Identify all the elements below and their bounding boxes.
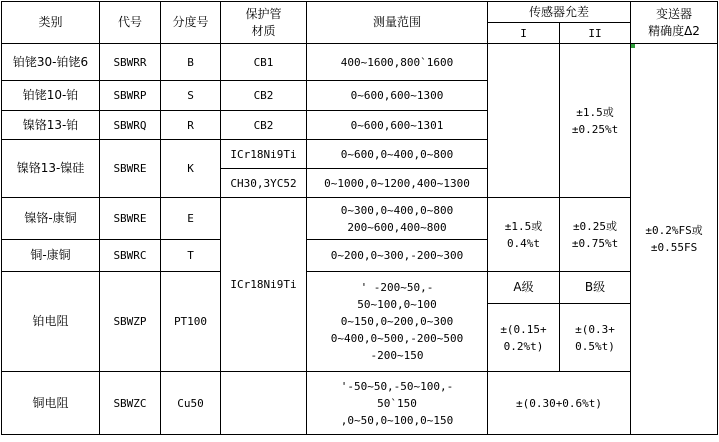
header-range: 测量范围 xyxy=(307,2,488,44)
range-cell: 0~200,0~300,-200~300 xyxy=(307,240,488,272)
header-sensor-tolerance: 传感器允差 xyxy=(488,2,631,23)
header-transmitter-accuracy xyxy=(631,2,718,44)
sheath-cell: CH30,3YC52 xyxy=(221,169,307,198)
header-sheath-line1: 保护管 xyxy=(245,6,282,21)
grade-a-label: A级 xyxy=(488,272,560,304)
code-cell: SBWRQ xyxy=(100,111,161,140)
range-line: 0~150,0~200,0~300 xyxy=(340,315,454,328)
header-graduation: 分度号 xyxy=(161,2,221,44)
range-cell xyxy=(307,372,488,435)
range-cell xyxy=(307,272,488,372)
transmitter-line1: ±0.2%FS或 xyxy=(645,224,703,237)
code-cell: SBWRP xyxy=(100,81,161,111)
header-sheath-line2: 材质 xyxy=(251,23,276,38)
category-cell: 铜电阻 xyxy=(2,372,100,435)
header-transmitter-line2: 精确度Δ2 xyxy=(648,23,700,38)
graduation-cell: Cu50 xyxy=(161,372,221,435)
range-cell: 0~600,600~1300 xyxy=(307,81,488,111)
code-cell: SBWRE xyxy=(100,198,161,240)
header-grade-ii: II xyxy=(560,23,631,44)
graduation-cell: B xyxy=(161,44,221,81)
category-cell: 镍铬13-铂 xyxy=(2,111,100,140)
range-line: ,0~50,0~100,0~150 xyxy=(340,413,454,427)
range-line: ' -200~50,- xyxy=(360,281,434,294)
range-line: 200~600,400~800 xyxy=(347,220,447,234)
tolerance-ii-upper-line1: ±1.5或 xyxy=(576,105,614,119)
tolerance-ii-mid-line2: ±0.75%t xyxy=(571,236,619,250)
range-cell: 0~1000,0~1200,400~1300 xyxy=(307,169,488,198)
tolerance-i-blank xyxy=(488,44,560,198)
grade-b-tolerance-line1: ±(0.3+ xyxy=(575,322,615,336)
graduation-cell: S xyxy=(161,81,221,111)
header-transmitter-line1: 变送器 xyxy=(656,6,693,21)
sheath-cell: ICr18Ni9Ti xyxy=(221,198,307,372)
grade-b-tolerance xyxy=(560,304,631,372)
range-line: 0~300,0~400,0~800 xyxy=(340,203,454,217)
code-cell: SBWZP xyxy=(100,272,161,372)
range-line: -200~150 xyxy=(370,349,424,362)
header-sheath-material xyxy=(221,2,307,44)
thermocouple-spec-table xyxy=(1,1,718,435)
tolerance-i-mid-line2: 0.4%t xyxy=(506,236,541,250)
sheath-cell: CB2 xyxy=(221,111,307,140)
range-line: '-50~50,-50~100,- xyxy=(340,379,454,393)
range-line: 50~100,0~100 xyxy=(357,298,437,311)
code-cell: SBWRE xyxy=(100,140,161,198)
range-line: 0~400,0~500,-200~500 xyxy=(330,332,464,345)
grade-a-tolerance xyxy=(488,304,560,372)
tolerance-ii-upper-line2: ±0.25%t xyxy=(571,122,619,136)
sheath-cell-blank xyxy=(221,372,307,435)
header-code: 代号 xyxy=(100,2,161,44)
range-cell: 0~600,0~400,0~800 xyxy=(307,140,488,169)
grade-b-tolerance-line2: 0.5%t) xyxy=(575,339,615,353)
tolerance-i-mid xyxy=(488,198,560,272)
transmitter-accuracy-cell xyxy=(631,44,718,435)
graduation-cell: K xyxy=(161,140,221,198)
range-cell xyxy=(307,198,488,240)
tolerance-ii-upper xyxy=(560,44,631,198)
category-cell: 镍铬13-镍硅 xyxy=(2,140,100,198)
range-cell: 400~1600,800`1600 xyxy=(307,44,488,81)
range-line: 50`150 xyxy=(377,396,417,410)
category-cell: 铂铑30-铂铑6 xyxy=(2,44,100,81)
code-cell: SBWZC xyxy=(100,372,161,435)
tolerance-ii-mid xyxy=(560,198,631,272)
graduation-cell: E xyxy=(161,198,221,240)
range-cell: 0~600,600~1301 xyxy=(307,111,488,140)
sheath-cell: ICr18Ni9Ti xyxy=(221,140,307,169)
tolerance-i-mid-line1: ±1.5或 xyxy=(504,219,543,233)
category-cell: 镍铬-康铜 xyxy=(2,198,100,240)
header-grade-i: I xyxy=(488,23,560,44)
transmitter-line2: ±0.55FS xyxy=(650,241,698,254)
tolerance-ii-mid-line1: ±0.25或 xyxy=(572,219,618,233)
sheath-cell: CB1 xyxy=(221,44,307,81)
grade-a-tolerance-line2: 0.2%t) xyxy=(503,339,544,353)
code-cell: SBWRC xyxy=(100,240,161,272)
copper-tolerance: ±(0.30+0.6%t) xyxy=(488,372,631,435)
code-cell: SBWRR xyxy=(100,44,161,81)
graduation-cell: T xyxy=(161,240,221,272)
graduation-cell: R xyxy=(161,111,221,140)
category-cell: 铜-康铜 xyxy=(2,240,100,272)
graduation-cell: PT100 xyxy=(161,272,221,372)
sheath-cell: CB2 xyxy=(221,81,307,111)
category-cell: 铂铑10-铂 xyxy=(2,81,100,111)
grade-b-label: B级 xyxy=(560,272,631,304)
grade-a-tolerance-line1: ±(0.15+ xyxy=(500,322,547,336)
category-cell: 铂电阻 xyxy=(2,272,100,372)
header-category: 类别 xyxy=(2,2,100,44)
